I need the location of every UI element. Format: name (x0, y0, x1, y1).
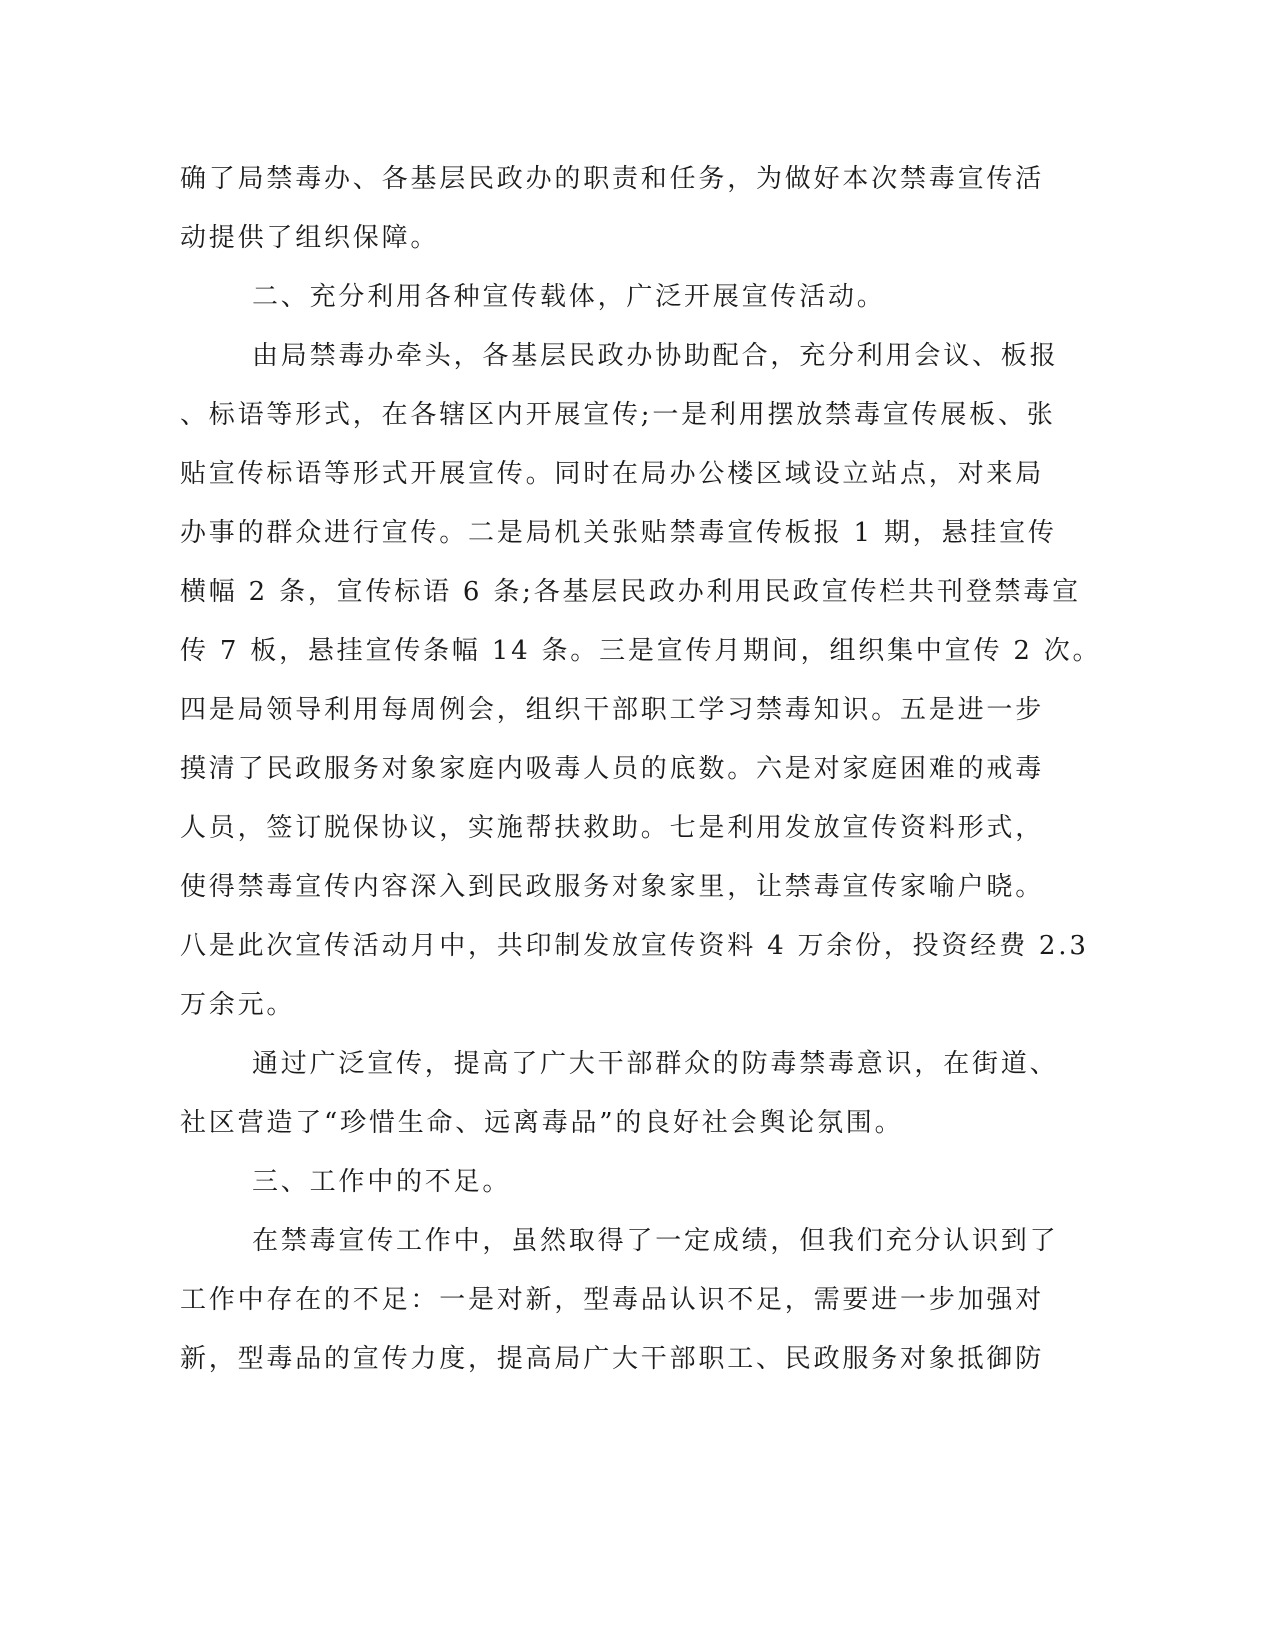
section-heading: 二、充分利用各种宣传载体，广泛开展宣传活动。 (252, 282, 886, 312)
paragraph-line: 在禁毒宣传工作中，虽然取得了一定成绩，但我们充分认识到了 (252, 1226, 1059, 1256)
paragraph-line: 万余元。 (180, 990, 296, 1020)
paragraph-line: 传 7 板，悬挂宣传条幅 14 条。三是宣传月期间，组织集中宣传 2 次。 (180, 636, 1102, 666)
paragraph-line: 八是此次宣传活动月中，共印制发放宣传资料 4 万余份，投资经费 2.3 (180, 931, 1089, 961)
paragraph-line: 横幅 2 条，宣传标语 6 条;各基层民政办利用民政宣传栏共刊登禁毒宣 (180, 577, 1081, 607)
paragraph-line: 由局禁毒办牵头，各基层民政办协助配合，充分利用会议、板报 (252, 341, 1059, 371)
paragraph-line: 新，型毒品的宣传力度，提高局广大干部职工、民政服务对象抵御防 (180, 1344, 1045, 1374)
paragraph-line: 通过广泛宣传，提高了广大干部群众的防毒禁毒意识，在街道、 (252, 1049, 1059, 1079)
paragraph-line: 动提供了组织保障。 (180, 223, 440, 253)
paragraph-line: 、标语等形式，在各辖区内开展宣传;一是利用摆放禁毒宣传展板、张 (180, 400, 1056, 430)
document-page (180, 150, 1102, 1389)
paragraph-line: 四是局领导利用每周例会，组织干部职工学习禁毒知识。五是进一步 (180, 695, 1045, 725)
paragraph-line: 摸清了民政服务对象家庭内吸毒人员的底数。六是对家庭困难的戒毒 (180, 754, 1045, 784)
paragraph-line: 工作中存在的不足：一是对新，型毒品认识不足，需要进一步加强对 (180, 1285, 1045, 1315)
paragraph-line: 社区营造了“珍惜生命、远离毒品”的良好社会舆论氛围。 (180, 1108, 904, 1138)
paragraph-line: 确了局禁毒办、各基层民政办的职责和任务，为做好本次禁毒宣传活 (180, 164, 1045, 194)
paragraph-line: 使得禁毒宣传内容深入到民政服务对象家里，让禁毒宣传家喻户晓。 (180, 872, 1045, 902)
paragraph-line: 办事的群众进行宣传。二是局机关张贴禁毒宣传板报 1 期，悬挂宣传 (180, 518, 1057, 548)
section-heading: 三、工作中的不足。 (252, 1167, 512, 1197)
paragraph-line: 人员，签订脱保协议，实施帮扶救助。七是利用发放宣传资料形式， (180, 813, 1045, 843)
paragraph-line: 贴宣传标语等形式开展宣传。同时在局办公楼区域设立站点，对来局 (180, 459, 1045, 489)
